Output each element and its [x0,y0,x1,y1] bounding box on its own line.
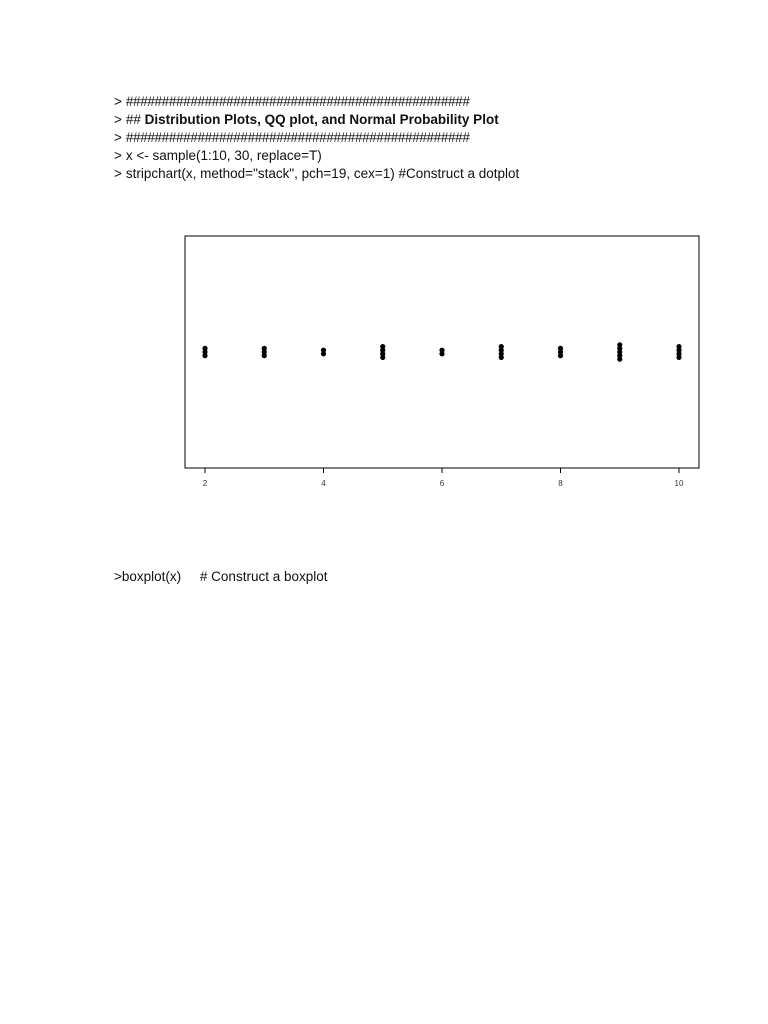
console-line-6 [114,568,328,586]
data-point [380,344,385,349]
prompt-symbol: > [114,94,122,109]
console-line-3 [114,129,674,147]
x-tick-label: 8 [558,479,563,488]
stripchart-command: stripchart(x, method="stack", pch=19, cex=1) #Construct a dotplot [125,166,520,181]
hash-comment-line: ################################################ [125,130,470,145]
console-line-2 [114,111,674,129]
prompt-symbol: > [114,130,122,145]
x-tick-label: 4 [321,479,326,488]
x-tick-label: 10 [674,479,684,488]
data-point [676,344,681,349]
console-line-4 [114,147,674,165]
hash-comment-line: ################################################ [125,94,470,109]
prompt-symbol: > [114,112,122,127]
x-tick-label: 6 [439,479,445,488]
data-point [499,344,504,349]
sample-command: x <- sample(1:10, 30, replace=T) [125,148,322,163]
prompt-symbol: > [114,166,122,181]
dotplot-chart [175,226,715,506]
data-point [558,346,563,351]
data-point [202,346,207,351]
prompt-symbol: > [114,569,122,584]
r-console-output [114,93,674,183]
data-point [262,346,267,351]
data-point [439,348,444,353]
dotplot-svg [175,226,715,506]
section-heading: Distribution Plots, QQ plot, and Normal Probability Plot [144,112,499,127]
data-point [617,342,622,347]
comment-prefix: ## [125,112,145,127]
boxplot-command: boxplot(x) # Construct a boxplot [121,569,328,584]
x-tick-label: 2 [202,479,208,488]
data-point [321,348,326,353]
prompt-symbol: > [114,148,122,163]
console-line-1 [114,93,674,111]
console-line-5 [114,165,674,183]
